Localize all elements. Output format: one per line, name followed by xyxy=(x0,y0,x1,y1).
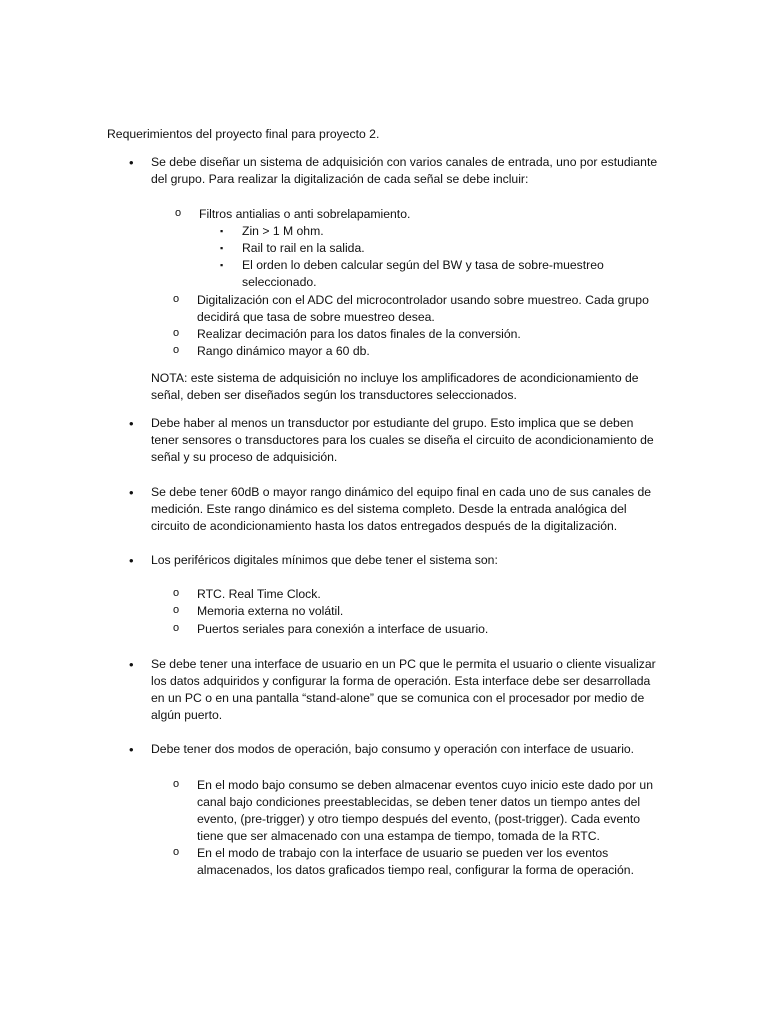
bullet-acquisition-system: • Se debe diseñar un sistema de adquisición con varios canales de entrada, uno por estudiante del grupo. Para realizar la digitalización de cada señal se debe incluir: xyxy=(151,154,661,188)
bullet-user-interface: • Se debe tener una interface de usuario en un PC que le permita el usuario o cliente visualizar los datos adquiridos y configurar la forma de operación. Esta interface debe ser desarrollada en un PC o en una pantalla “stand-alone” que se comunica con el procesador por medio de algún puerto. xyxy=(151,656,661,724)
subsub-item-zin: ▪ Zin > 1 M ohm. xyxy=(242,223,642,240)
bullet-transducers: • Debe haber al menos un transductor por estudiante del grupo. Esto implica que se deben tener sensores o transductores para los cuales se diseña el circuito de acondicionamiento de señal y su proceso de adquisición. xyxy=(151,415,661,466)
document-heading: Requerimientos del proyecto final para proyecto 2. xyxy=(107,127,380,141)
sub-item-external-memory: o Memoria externa no volátil. xyxy=(197,603,667,620)
subsub-item-rail-to-rail: ▪ Rail to rail en la salida. xyxy=(242,240,642,257)
bullet-dynamic-range: • Se debe tener 60dB o mayor rango dinámico del equipo final en cada uno de sus canales de medición. Este rango dinámico es del sistema completo. Desde la entrada analógica del circuito de acondicionamiento hasta los datos entregados después de la digitalización. xyxy=(151,484,661,535)
sub-item-rtc: o RTC. Real Time Clock. xyxy=(197,586,667,603)
note-paragraph: NOTA: este sistema de adquisición no incluye los amplificadores de acondicionamiento de señal, deben ser diseñados según los transductores seleccionados. xyxy=(151,371,639,402)
sub-item-antialias-filters: o Filtros antialias o anti sobrelapamiento. xyxy=(199,206,669,223)
sub-item-user-interface-mode: o En el modo de trabajo con la interface de usuario se pueden ver los eventos almacenados, los datos graficados tiempo real, configurar la forma de operación. xyxy=(197,845,657,879)
bullet-digital-peripherals: • Los periféricos digitales mínimos que debe tener el sistema son: xyxy=(151,552,661,569)
subsub-item-filter-order: ▪ El orden lo deben calcular según del BW y tasa de sobre-muestreo seleccionado. xyxy=(242,257,632,291)
sub-item-dynamic-range: o Rango dinámico mayor a 60 db. xyxy=(197,343,667,360)
sub-item-low-power-mode: o En el modo bajo consumo se deben almacenar eventos cuyo inicio este dado por un canal bajo condiciones preestablecidas, se deben tener datos un tiempo antes del evento, (pre-trigger) y otro tiempo después del evento, (post-trigger). Cada evento tiene que ser almacenado con una estampa de tiempo, tomada de la RTC. xyxy=(197,777,657,845)
sub-item-adc-oversampling: o Digitalización con el ADC del microcontrolador usando sobre muestreo. Cada grupo decidirá que tasa de sobre muestreo desea. xyxy=(197,292,657,326)
bullet-operation-modes: • Debe tener dos modos de operación, bajo consumo y operación con interface de usuario. xyxy=(151,741,681,758)
sub-item-decimation: o Realizar decimación para los datos finales de la conversión. xyxy=(197,326,667,343)
sub-item-serial-ports: o Puertos seriales para conexión a interface de usuario. xyxy=(197,621,667,638)
